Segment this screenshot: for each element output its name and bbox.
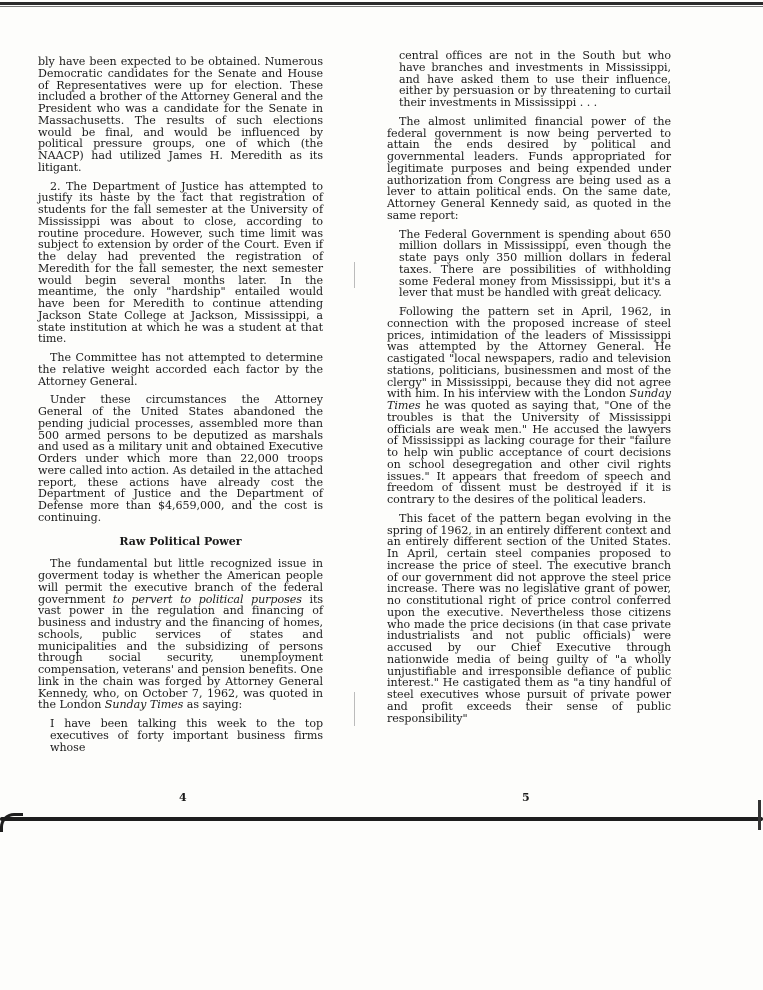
gutter-mark (354, 262, 355, 288)
emphasis-text: Sunday Times (104, 698, 184, 712)
emphasis-text: Sunday Times (387, 387, 671, 412)
left-page-column (38, 56, 323, 760)
block-quote: central offices are not in the South but who have branches and investments in Mississippi, and have asked them to use their influence, either by persuasion or by threatening to curtail their investments in Mississippi . . . (399, 49, 671, 109)
gutter-mark (354, 692, 355, 726)
block-quote: The Federal Government is spending about 650 million dollars in Mississippi, even though the state pays only 350 million dollars in federal taxes. There are possibilities of withholding some Federal money from Mississippi, but it's a lever that must be handled with great delicacy. (399, 227, 671, 300)
paragraph: This facet of the pattern began evolving in the spring of 1962, in an entirely different context and an entirely different section of the United States. In April, certain steel companies proposed to increase the price of steel. The executive branch of our government did not approve the steel price increase. There was no legislative grant of power, no constitutional right of price control conferred upon the executive. Nevertheless those citizens who made the price decisions (in that case private industrialists and not public officials) were accused by our Chief Executive through nationwide media of being guilty of "a wholly unjustifiable and irresponsible defiance of public interest." He castigated them as "a tiny handful of steel executives whose pursuit of private power and profit exceeds their sense of public responsibility" (387, 511, 671, 725)
top-border-line (0, 2, 763, 5)
paragraph: 2. The Department of Justice has attempted to justify its haste by the fact that registration of students for the fall semester at the University of Mississippi was about to close, according to routine procedure. However, such time limit was subject to extension by order of the Court. Even if the delay had prevented the registration of Meredith for the fall semester, the next semester would begin several months later. In the meantime, the only "hardship" entailed would have been for Meredith to continue attending Jackson State College at Jackson, Mississippi, a state institution at which he was a student at that time. (38, 179, 323, 346)
top-border-thin-line (0, 6, 763, 7)
paragraph: The almost unlimited financial power of the federal government is now being perverted to attain the ends desired by political and governmental leaders. Funds appropriated for legitimate purposes and being expended under authorization from Congress are being used as a lever to attain political ends. On the same date, Attorney General Kennedy said, as quoted in the same report: (387, 114, 671, 222)
paragraph: Under these circumstances the Attorney General of the United States abandoned the pending judicial processes, assembled more than 500 armed persons to be deputized as marshals and used as a military unit and obtained Executive Orders under which more than 22,000 troops were called into action. As detailed in the attached report, these actions have already cost the Department of Justice and the Department of Defense more than $4,659,000, and the cost is continuing. (38, 393, 323, 524)
section-heading: Raw Political Power (119, 534, 242, 548)
right-page-edge (758, 800, 761, 830)
bottom-border-line (0, 817, 763, 821)
page-fold-curl (0, 813, 23, 832)
page-number-left: 4 (179, 791, 187, 804)
emphasis-text: to pervert to political purposes (112, 592, 302, 606)
paragraph (38, 558, 323, 711)
right-page-column (387, 50, 671, 731)
text-run: he was quoted as saying that, "One of the troubles is that the University of Mississippi officials are weak men." He accused the lawyers of Mississippi as lacking courage for their "failure to help win public acceptance of court decisions on school desegregation and other civil rights issues." It appears that freedom of speech and freedom of dissent must be destroyed if it is contrary to the desires of the political leaders. (387, 399, 671, 506)
page-number-right: 5 (522, 791, 530, 804)
text-run: as saying: (183, 698, 243, 712)
text-run: its vast power in the regulation and financing of business and industry and the financing of homes, schools, public services of states and municipalities and the subsidizing of persons through social security, unemployment compensation, veterans' and pension benefits. One link in the chain was forged by Attorney General Kennedy, who, on October 7, 1962, was quoted in the London (38, 592, 324, 712)
paragraph: bly have been expected to be obtained. Numerous Democratic candidates for the Senate and House of Representatives were up for election. These included a brother of the Attorney General and the President who was a candidate for the Senate in Massachusetts. The results of such elections would be final, and would be influenced by political pressure groups, one of which (the NAACP) had utilized James H. Meredith as its litigant. (38, 55, 323, 174)
paragraph: The Committee has not attempted to determine the relative weight accorded each factor by the Attorney General. (38, 351, 323, 388)
block-quote: I have been talking this week to the top executives of forty important business firms whose (50, 717, 323, 754)
text-run: The fundamental but little recognized issue in goverment today is whether the American people will permit the executive branch of the federal government (38, 557, 323, 606)
text-run: Following the pattern set in April, 1962, in connection with the proposed increase of steel prices, intimidation of the leaders of Mississippi was attempted by the Attorney General. He castigated "local newspapers, radio and television stations, politicians, businessmen and most of the clergy" in Mississippi, because they did not agree with him. In his interview with the London (387, 305, 671, 401)
paragraph (387, 306, 671, 506)
